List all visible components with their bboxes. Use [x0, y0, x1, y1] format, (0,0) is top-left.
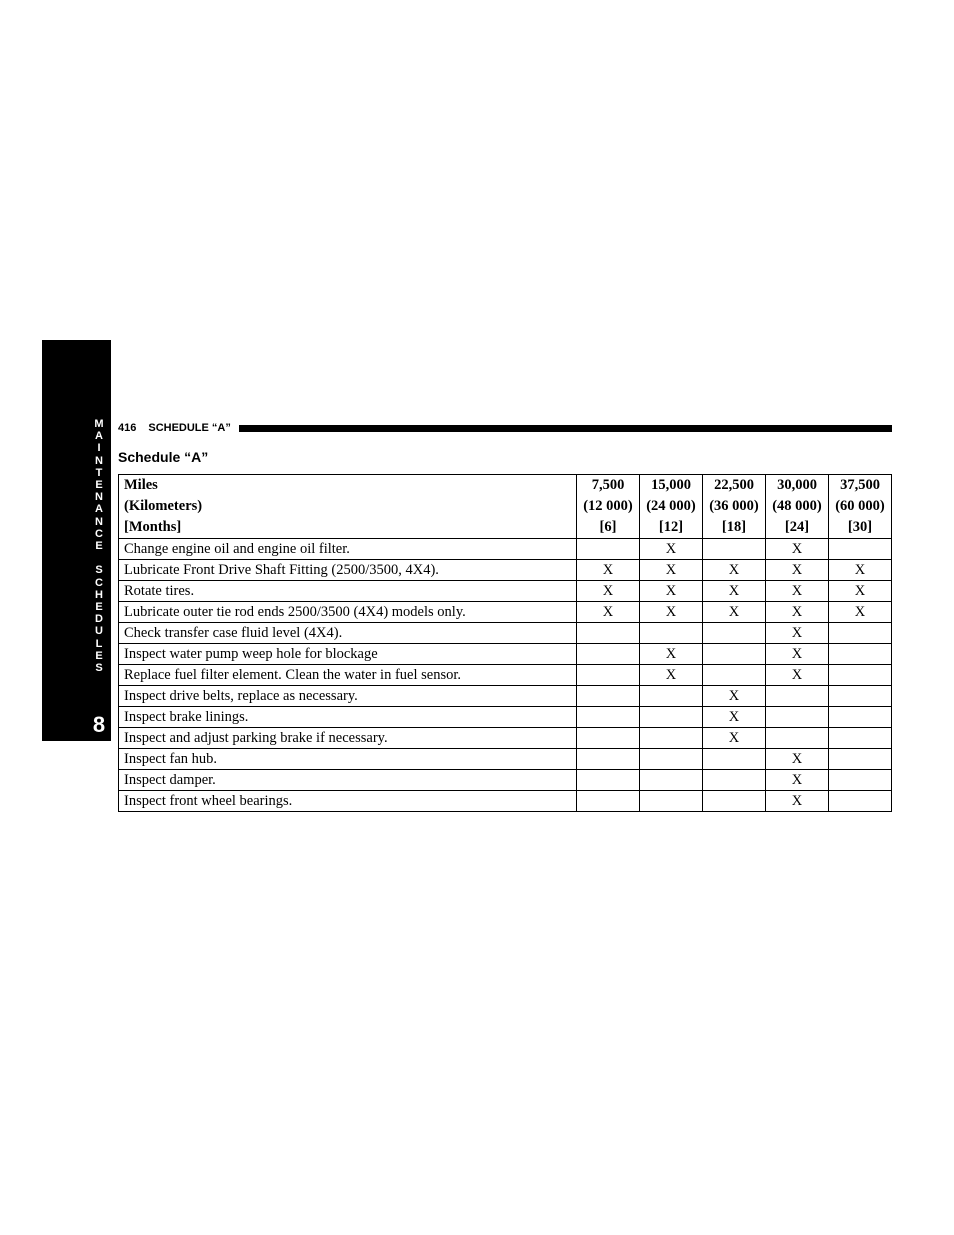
interval-mark-cell [640, 749, 703, 770]
side-tab-letter: T [95, 466, 103, 479]
table-row [119, 728, 892, 749]
side-tab-letter: E [95, 540, 103, 553]
side-tab-letter: I [97, 442, 101, 455]
interval-mark-cell: X [703, 560, 766, 581]
interval-mark-cell [829, 728, 892, 749]
interval-mark-cell [829, 665, 892, 686]
interval-mark-cell: X [766, 602, 829, 623]
interval-mark-cell [766, 707, 829, 728]
interval-mark-cell [829, 644, 892, 665]
interval-column-header: 22,500 (36 000) [18] [703, 475, 766, 539]
interval-mark-cell [829, 770, 892, 791]
interval-label-header: Miles (Kilometers) [Months] [119, 475, 577, 539]
interval-mark-cell [640, 791, 703, 812]
interval-mark-cell [829, 539, 892, 560]
interval-column-header: 7,500 (12 000) [6] [577, 475, 640, 539]
task-cell: Inspect brake linings. [119, 707, 577, 728]
side-tab-letter: A [95, 503, 103, 516]
interval-mark-cell [577, 644, 640, 665]
interval-column-header: 37,500 (60 000) [30] [829, 475, 892, 539]
interval-mark-cell [829, 707, 892, 728]
interval-mark-cell [640, 728, 703, 749]
interval-mark-cell [829, 623, 892, 644]
interval-mark-cell: X [640, 539, 703, 560]
table-row [119, 707, 892, 728]
task-cell: Change engine oil and engine oil filter. [119, 539, 577, 560]
interval-mark-cell [577, 665, 640, 686]
interval-mark-cell: X [640, 602, 703, 623]
task-cell: Inspect front wheel bearings. [119, 791, 577, 812]
interval-mark-cell: X [703, 686, 766, 707]
interval-mark-cell: X [703, 728, 766, 749]
interval-mark-cell: X [577, 560, 640, 581]
side-tab-letter: S [95, 564, 103, 577]
interval-mark-cell: X [766, 644, 829, 665]
side-tab-letter: E [95, 479, 103, 492]
interval-mark-cell [703, 644, 766, 665]
side-tab-letter: C [95, 576, 103, 589]
interval-mark-cell [703, 749, 766, 770]
interval-mark-cell [577, 539, 640, 560]
table-row [119, 560, 892, 581]
task-cell: Inspect damper. [119, 770, 577, 791]
interval-mark-cell [766, 686, 829, 707]
side-tab-letter: S [95, 662, 103, 675]
side-tab-letter: E [95, 601, 103, 614]
interval-mark-cell [640, 623, 703, 644]
interval-mark-cell [577, 770, 640, 791]
task-cell: Inspect water pump weep hole for blockage [119, 644, 577, 665]
side-tab-letter: E [95, 649, 103, 662]
side-tab-letter: N [95, 454, 103, 467]
task-cell: Rotate tires. [119, 581, 577, 602]
task-cell: Lubricate Front Drive Shaft Fitting (2500/3500, 4X4). [119, 560, 577, 581]
side-tab-letter [91, 552, 107, 564]
page-number: 416 [118, 422, 137, 434]
interval-mark-cell [829, 791, 892, 812]
header-rule [239, 425, 892, 432]
interval-mark-cell [703, 665, 766, 686]
section-title: Schedule “A” [118, 449, 209, 465]
interval-mark-cell: X [829, 560, 892, 581]
side-tab-letter: A [95, 430, 103, 443]
side-tab-letter: C [95, 527, 103, 540]
interval-column-header: 15,000 (24 000) [12] [640, 475, 703, 539]
interval-mark-cell: X [703, 602, 766, 623]
page-header [118, 420, 892, 436]
interval-mark-cell [829, 749, 892, 770]
task-cell: Replace fuel filter element. Clean the water in fuel sensor. [119, 665, 577, 686]
interval-mark-cell [829, 686, 892, 707]
interval-mark-cell: X [640, 644, 703, 665]
interval-mark-cell: X [640, 560, 703, 581]
interval-mark-cell [577, 623, 640, 644]
interval-mark-cell [577, 791, 640, 812]
header-title: SCHEDULE “A” [148, 422, 231, 434]
interval-mark-cell [577, 686, 640, 707]
table-header-row [119, 475, 892, 539]
interval-mark-cell: X [640, 581, 703, 602]
interval-mark-cell: X [577, 602, 640, 623]
side-tab-letter: N [95, 491, 103, 504]
side-tab-letter: N [95, 515, 103, 528]
side-tab-label [91, 418, 107, 674]
table-row [119, 581, 892, 602]
side-tab-letter: L [95, 637, 103, 650]
interval-mark-cell [640, 770, 703, 791]
interval-mark-cell: X [766, 560, 829, 581]
maintenance-schedule-table [118, 474, 892, 812]
task-cell: Check transfer case fluid level (4X4). [119, 623, 577, 644]
task-cell: Inspect and adjust parking brake if necessary. [119, 728, 577, 749]
interval-mark-cell [577, 749, 640, 770]
interval-mark-cell: X [766, 539, 829, 560]
task-cell: Inspect fan hub. [119, 749, 577, 770]
interval-mark-cell: X [766, 665, 829, 686]
task-cell: Lubricate outer tie rod ends 2500/3500 (4X4) models only. [119, 602, 577, 623]
interval-mark-cell [703, 539, 766, 560]
side-tab-letter: U [95, 625, 103, 638]
interval-mark-cell: X [766, 791, 829, 812]
interval-mark-cell [577, 707, 640, 728]
table-row [119, 770, 892, 791]
table-row [119, 791, 892, 812]
interval-mark-cell: X [703, 581, 766, 602]
interval-mark-cell: X [640, 665, 703, 686]
side-tab-letter: D [95, 613, 103, 626]
side-tab-letter: H [95, 588, 103, 601]
interval-mark-cell: X [766, 749, 829, 770]
table-row [119, 602, 892, 623]
table-row [119, 539, 892, 560]
interval-mark-cell: X [766, 770, 829, 791]
interval-mark-cell: X [703, 707, 766, 728]
interval-mark-cell [703, 791, 766, 812]
task-cell: Inspect drive belts, replace as necessary. [119, 686, 577, 707]
interval-mark-cell [703, 770, 766, 791]
side-tab-letter: M [94, 418, 104, 430]
interval-mark-cell: X [829, 602, 892, 623]
table-row [119, 665, 892, 686]
table-row [119, 749, 892, 770]
table-row [119, 623, 892, 644]
interval-mark-cell: X [766, 623, 829, 644]
schedule-table-body [119, 539, 892, 812]
interval-mark-cell [577, 728, 640, 749]
interval-column-header: 30,000 (48 000) [24] [766, 475, 829, 539]
interval-mark-cell: X [766, 581, 829, 602]
interval-mark-cell: X [829, 581, 892, 602]
table-row [119, 644, 892, 665]
interval-mark-cell [766, 728, 829, 749]
interval-mark-cell: X [577, 581, 640, 602]
interval-mark-cell [640, 707, 703, 728]
table-row [119, 686, 892, 707]
chapter-number: 8 [92, 712, 106, 737]
interval-mark-cell [640, 686, 703, 707]
interval-mark-cell [703, 623, 766, 644]
